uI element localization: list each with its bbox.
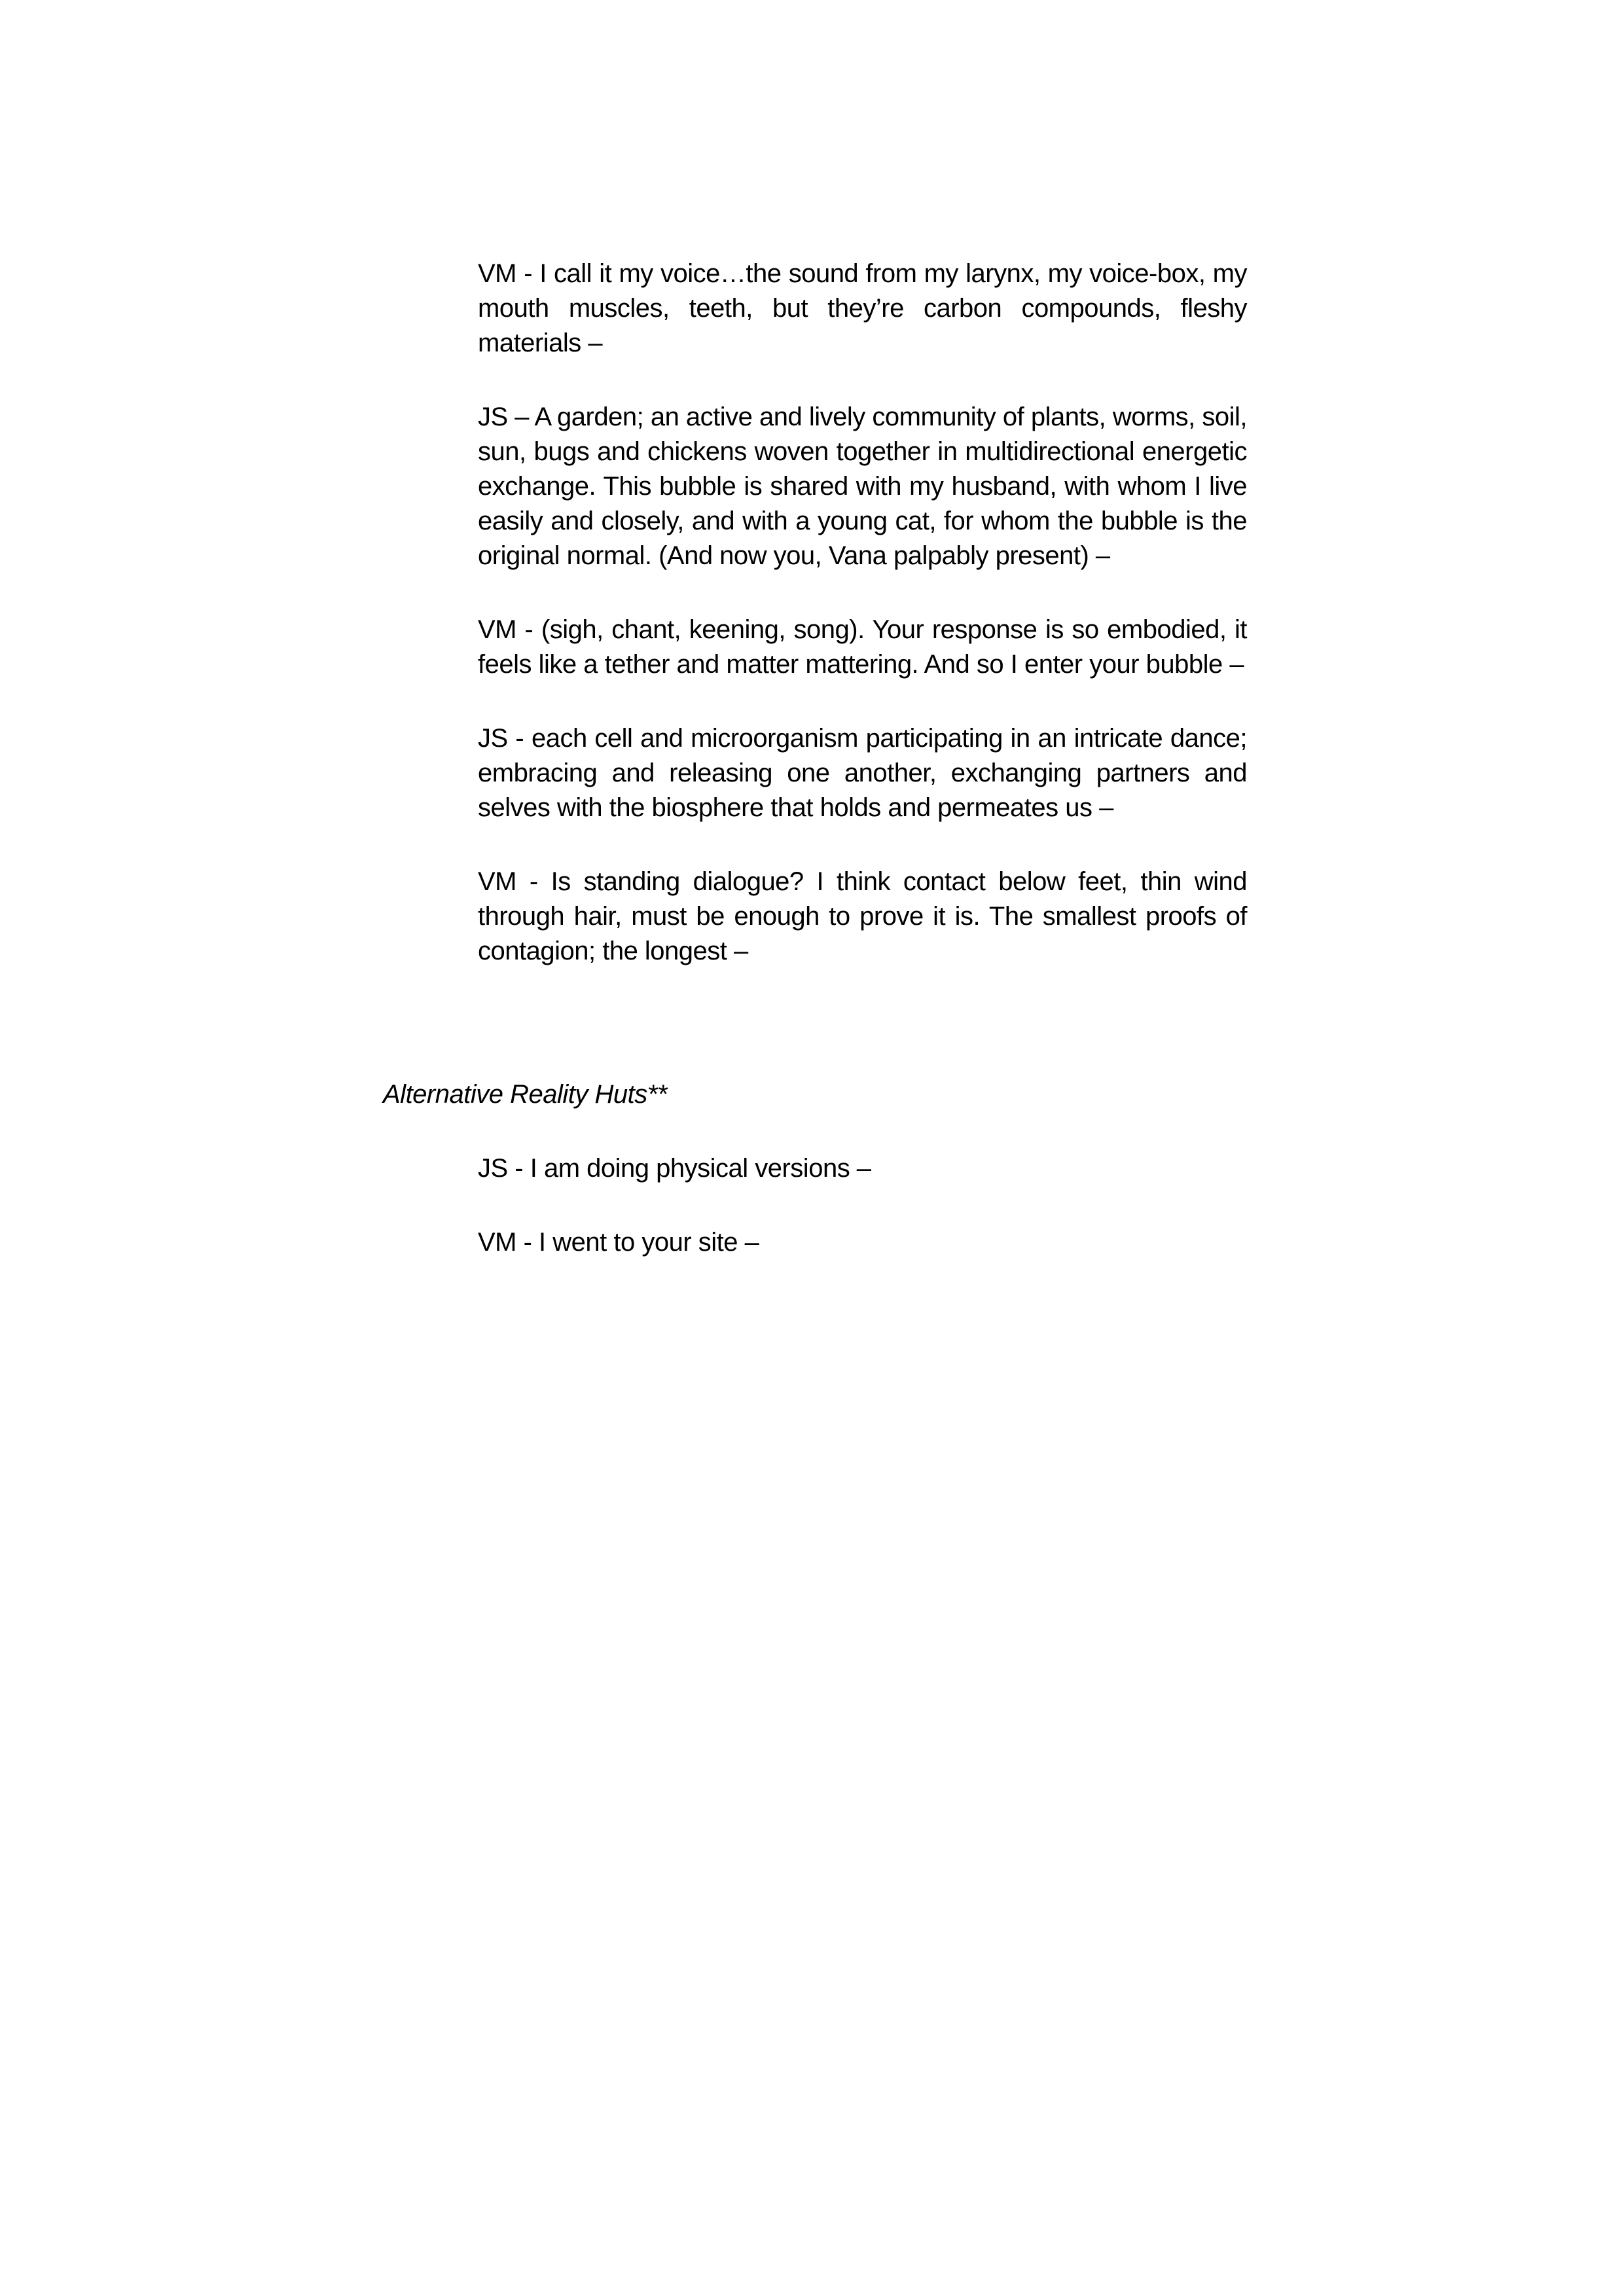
text-block bbox=[383, 257, 1247, 1299]
dialogue-paragraph-vm-site: VM - I went to your site – bbox=[478, 1228, 759, 1257]
dialogue-paragraph-js-physical-versions: JS - I am doing physical versions – bbox=[478, 1154, 871, 1183]
dialogue-paragraph-js-cell: JS - each cell and microorganism participating in an intricate dance; embracing and releasing one another, exchanging partners and selves with the biosphere that holds and permeates us – bbox=[478, 724, 1247, 822]
section-heading-alternative-reality-huts: Alternative Reality Huts** bbox=[383, 1080, 667, 1109]
dialogue-paragraph-vm-standing: VM - Is standing dialogue? I think contact below feet, thin wind through hair, must be enough to prove it is. The smallest proofs of contagion; the longest – bbox=[478, 867, 1247, 965]
dialogue-paragraph-vm-sigh: VM - (sigh, chant, keening, song). Your response is so embodied, it feels like a tether and matter mattering. And so I enter your bubble – bbox=[478, 615, 1247, 679]
dialogue-paragraph-vm-voice: VM - I call it my voice…the sound from my larynx, my voice-box, my mouth muscles, teeth, but they’re carbon compounds, fleshy materials – bbox=[478, 259, 1247, 357]
dialogue-paragraph-js-garden: JS – A garden; an active and lively community of plants, worms, soil, sun, bugs and chickens woven together in multidirectional energetic exchange. This bubble is shared with my husband, with whom I live easily and closely, and with a young cat, for whom the bubble is the original normal. (And now you, Vana palpably present) – bbox=[478, 403, 1247, 570]
